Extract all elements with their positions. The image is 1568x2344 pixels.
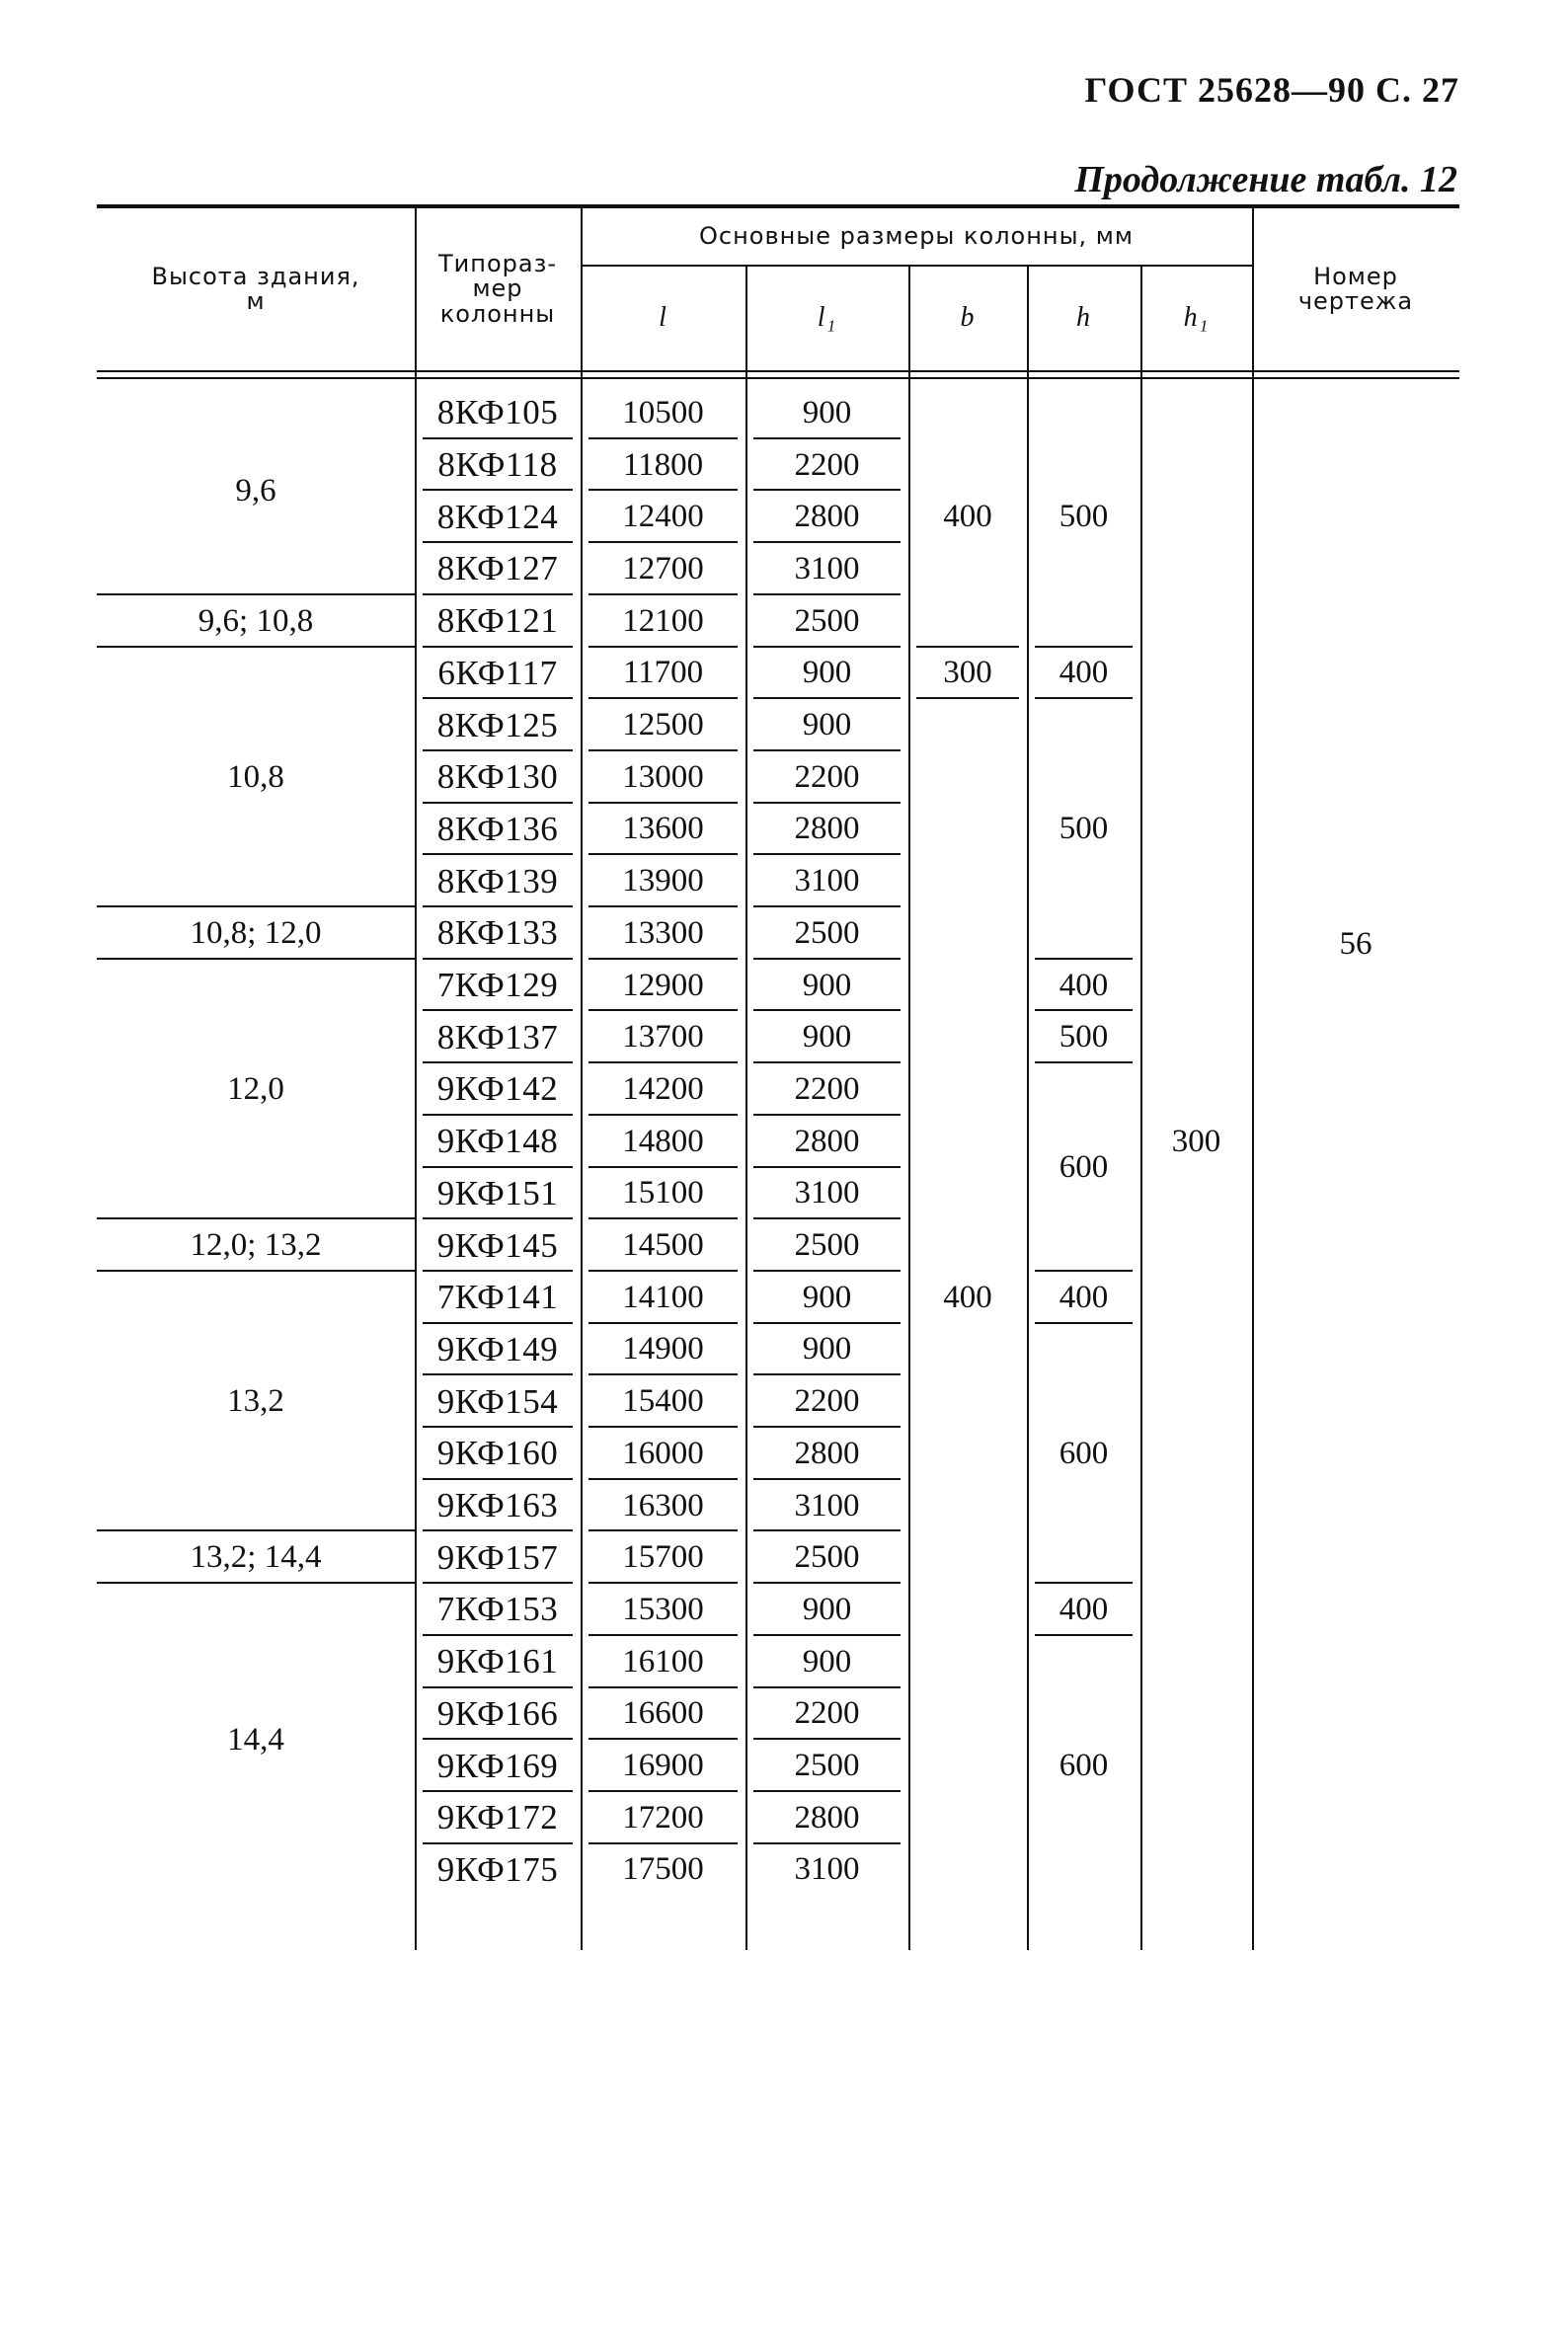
length-l: 12700: [622, 550, 704, 586]
column-type-code: 9КФ154: [436, 1381, 559, 1421]
building-height-cell: 13,2: [227, 1383, 284, 1420]
length-l1: 2500: [794, 1748, 860, 1784]
length-l: 12500: [622, 707, 704, 743]
length-l1: 2200: [794, 1383, 860, 1420]
building-height-cell: 10,8; 12,0: [190, 914, 322, 951]
height-h-cell: 500: [1058, 811, 1109, 847]
height-h-cell: 500: [1058, 1019, 1109, 1055]
length-l: 14100: [622, 1279, 704, 1315]
width-b-cell: 300: [943, 655, 992, 691]
length-l1: 2800: [794, 1799, 860, 1836]
height-h-cell: 400: [1058, 1591, 1109, 1627]
column-type-code: 9КФ163: [436, 1486, 559, 1525]
length-l: 15300: [622, 1591, 704, 1627]
column-type-code: 9КФ166: [436, 1693, 559, 1733]
column-type-code: 8КФ124: [436, 497, 559, 536]
height-h-cell: 400: [1058, 1279, 1109, 1315]
length-l1: 3100: [794, 550, 860, 586]
length-l1: 2200: [794, 1070, 860, 1107]
length-l: 16600: [622, 1695, 704, 1732]
building-height-cell: 14,4: [227, 1721, 284, 1758]
length-l: 13000: [622, 758, 704, 795]
length-l1: 900: [802, 967, 852, 1003]
column-type-code: 8КФ105: [436, 393, 559, 432]
length-l: 11800: [622, 446, 704, 483]
column-type-code: 8КФ130: [436, 757, 559, 797]
length-l1: 900: [802, 394, 852, 430]
column-type-code: 9КФ148: [436, 1122, 559, 1161]
column-type-code: 7КФ141: [436, 1278, 559, 1317]
header-l1: l₁: [817, 301, 837, 333]
length-l: 13900: [622, 863, 704, 899]
length-l1: 900: [802, 1331, 852, 1367]
drawing-number-cell: 56: [1339, 925, 1372, 962]
length-l1: 2800: [794, 811, 860, 847]
building-height-cell: 12,0: [227, 1070, 284, 1107]
length-l: 14500: [622, 1227, 704, 1264]
length-l1: 900: [802, 1279, 852, 1315]
header-main-dimensions: Основные размеры колонны, мм: [698, 221, 1135, 250]
length-l1: 900: [802, 1591, 852, 1627]
column-type-code: 9КФ142: [436, 1069, 559, 1109]
column-type-code: 9КФ172: [436, 1798, 559, 1837]
length-l: 14200: [622, 1070, 704, 1107]
length-l: 12100: [622, 602, 704, 639]
column-type-code: 8КФ133: [436, 913, 559, 953]
column-type-code: 8КФ121: [436, 601, 559, 641]
length-l: 12400: [622, 499, 704, 535]
length-l: 12900: [622, 967, 704, 1003]
building-height-cell: 10,8: [227, 758, 284, 795]
height-h-cell: 600: [1058, 1748, 1109, 1784]
column-type-code: 9КФ160: [436, 1434, 559, 1473]
length-l: 13300: [622, 914, 704, 951]
height-h-cell: 400: [1058, 655, 1109, 691]
column-type-code: 6КФ117: [437, 653, 558, 692]
length-l: 11700: [622, 655, 704, 691]
length-l1: 3100: [794, 863, 860, 899]
table-continuation-caption: Продолжение табл. 12: [1074, 159, 1457, 200]
header-building-height: Высота здания, м: [151, 262, 360, 315]
length-l1: 900: [802, 707, 852, 743]
column-type-code: 8КФ137: [436, 1017, 559, 1056]
length-l1: 3100: [794, 1487, 860, 1524]
building-height-cell: 9,6: [235, 472, 276, 508]
building-height-cell: 9,6; 10,8: [197, 602, 314, 639]
column-type-code: 8КФ118: [437, 445, 558, 485]
length-l: 16300: [622, 1487, 704, 1524]
length-l: 10500: [622, 394, 704, 430]
length-l1: 3100: [794, 1851, 860, 1888]
height-h1-cell: 300: [1171, 1123, 1221, 1159]
length-l1: 2500: [794, 602, 860, 639]
length-l: 17200: [622, 1799, 704, 1836]
length-l1: 2200: [794, 758, 860, 795]
height-h-cell: 400: [1058, 967, 1109, 1003]
height-h-cell: 500: [1058, 499, 1109, 535]
building-height-cell: 13,2; 14,4: [190, 1539, 322, 1576]
length-l1: 2500: [794, 1539, 860, 1576]
column-type-code: 8КФ139: [436, 861, 559, 900]
header-column-type: Типораз- мер колонны: [438, 250, 557, 328]
page-header: ГОСТ 25628—90 С. 27: [1084, 70, 1459, 110]
column-type-code: 8КФ125: [436, 705, 559, 744]
length-l1: 2500: [794, 914, 860, 951]
column-type-code: 8КФ136: [436, 809, 559, 848]
length-l1: 900: [802, 655, 852, 691]
column-type-code: 9КФ151: [436, 1173, 559, 1212]
length-l1: 900: [802, 1019, 852, 1055]
header-drawing-number: Номер чертежа: [1297, 262, 1414, 315]
length-l1: 2800: [794, 499, 860, 535]
length-l: 17500: [622, 1851, 704, 1888]
height-h-cell: 600: [1058, 1435, 1109, 1471]
column-type-code: 9КФ161: [436, 1642, 559, 1681]
width-b-cell: 400: [943, 499, 992, 535]
column-type-code: 9КФ145: [436, 1225, 559, 1265]
column-type-code: 9КФ169: [436, 1746, 559, 1785]
length-l1: 2800: [794, 1123, 860, 1159]
header-h1: h₁: [1183, 301, 1210, 333]
length-l: 13600: [622, 811, 704, 847]
column-type-code: 9КФ149: [436, 1329, 559, 1368]
header-l: l: [659, 301, 667, 333]
building-height-cell: 12,0; 13,2: [190, 1227, 322, 1264]
length-l1: 3100: [794, 1175, 860, 1211]
column-type-code: 7КФ153: [436, 1590, 559, 1629]
length-l1: 900: [802, 1643, 852, 1680]
header-h: h: [1076, 301, 1091, 333]
column-type-code: 9КФ157: [436, 1537, 559, 1577]
length-l: 16900: [622, 1748, 704, 1784]
length-l: 15400: [622, 1383, 704, 1420]
width-b-cell: 400: [943, 1279, 992, 1315]
length-l: 16100: [622, 1643, 704, 1680]
length-l1: 2800: [794, 1435, 860, 1471]
header-b: b: [960, 301, 976, 333]
length-l1: 2200: [794, 446, 860, 483]
length-l1: 2500: [794, 1227, 860, 1264]
column-type-code: 7КФ129: [436, 966, 559, 1005]
length-l: 14800: [622, 1123, 704, 1159]
column-type-code: 9КФ175: [436, 1849, 559, 1889]
length-l: 14900: [622, 1331, 704, 1367]
length-l: 15700: [622, 1539, 704, 1576]
column-type-code: 8КФ127: [436, 549, 559, 588]
length-l1: 2200: [794, 1695, 860, 1732]
length-l: 13700: [622, 1019, 704, 1055]
length-l: 15100: [622, 1175, 704, 1211]
height-h-cell: 600: [1058, 1148, 1109, 1185]
length-l: 16000: [622, 1435, 704, 1471]
